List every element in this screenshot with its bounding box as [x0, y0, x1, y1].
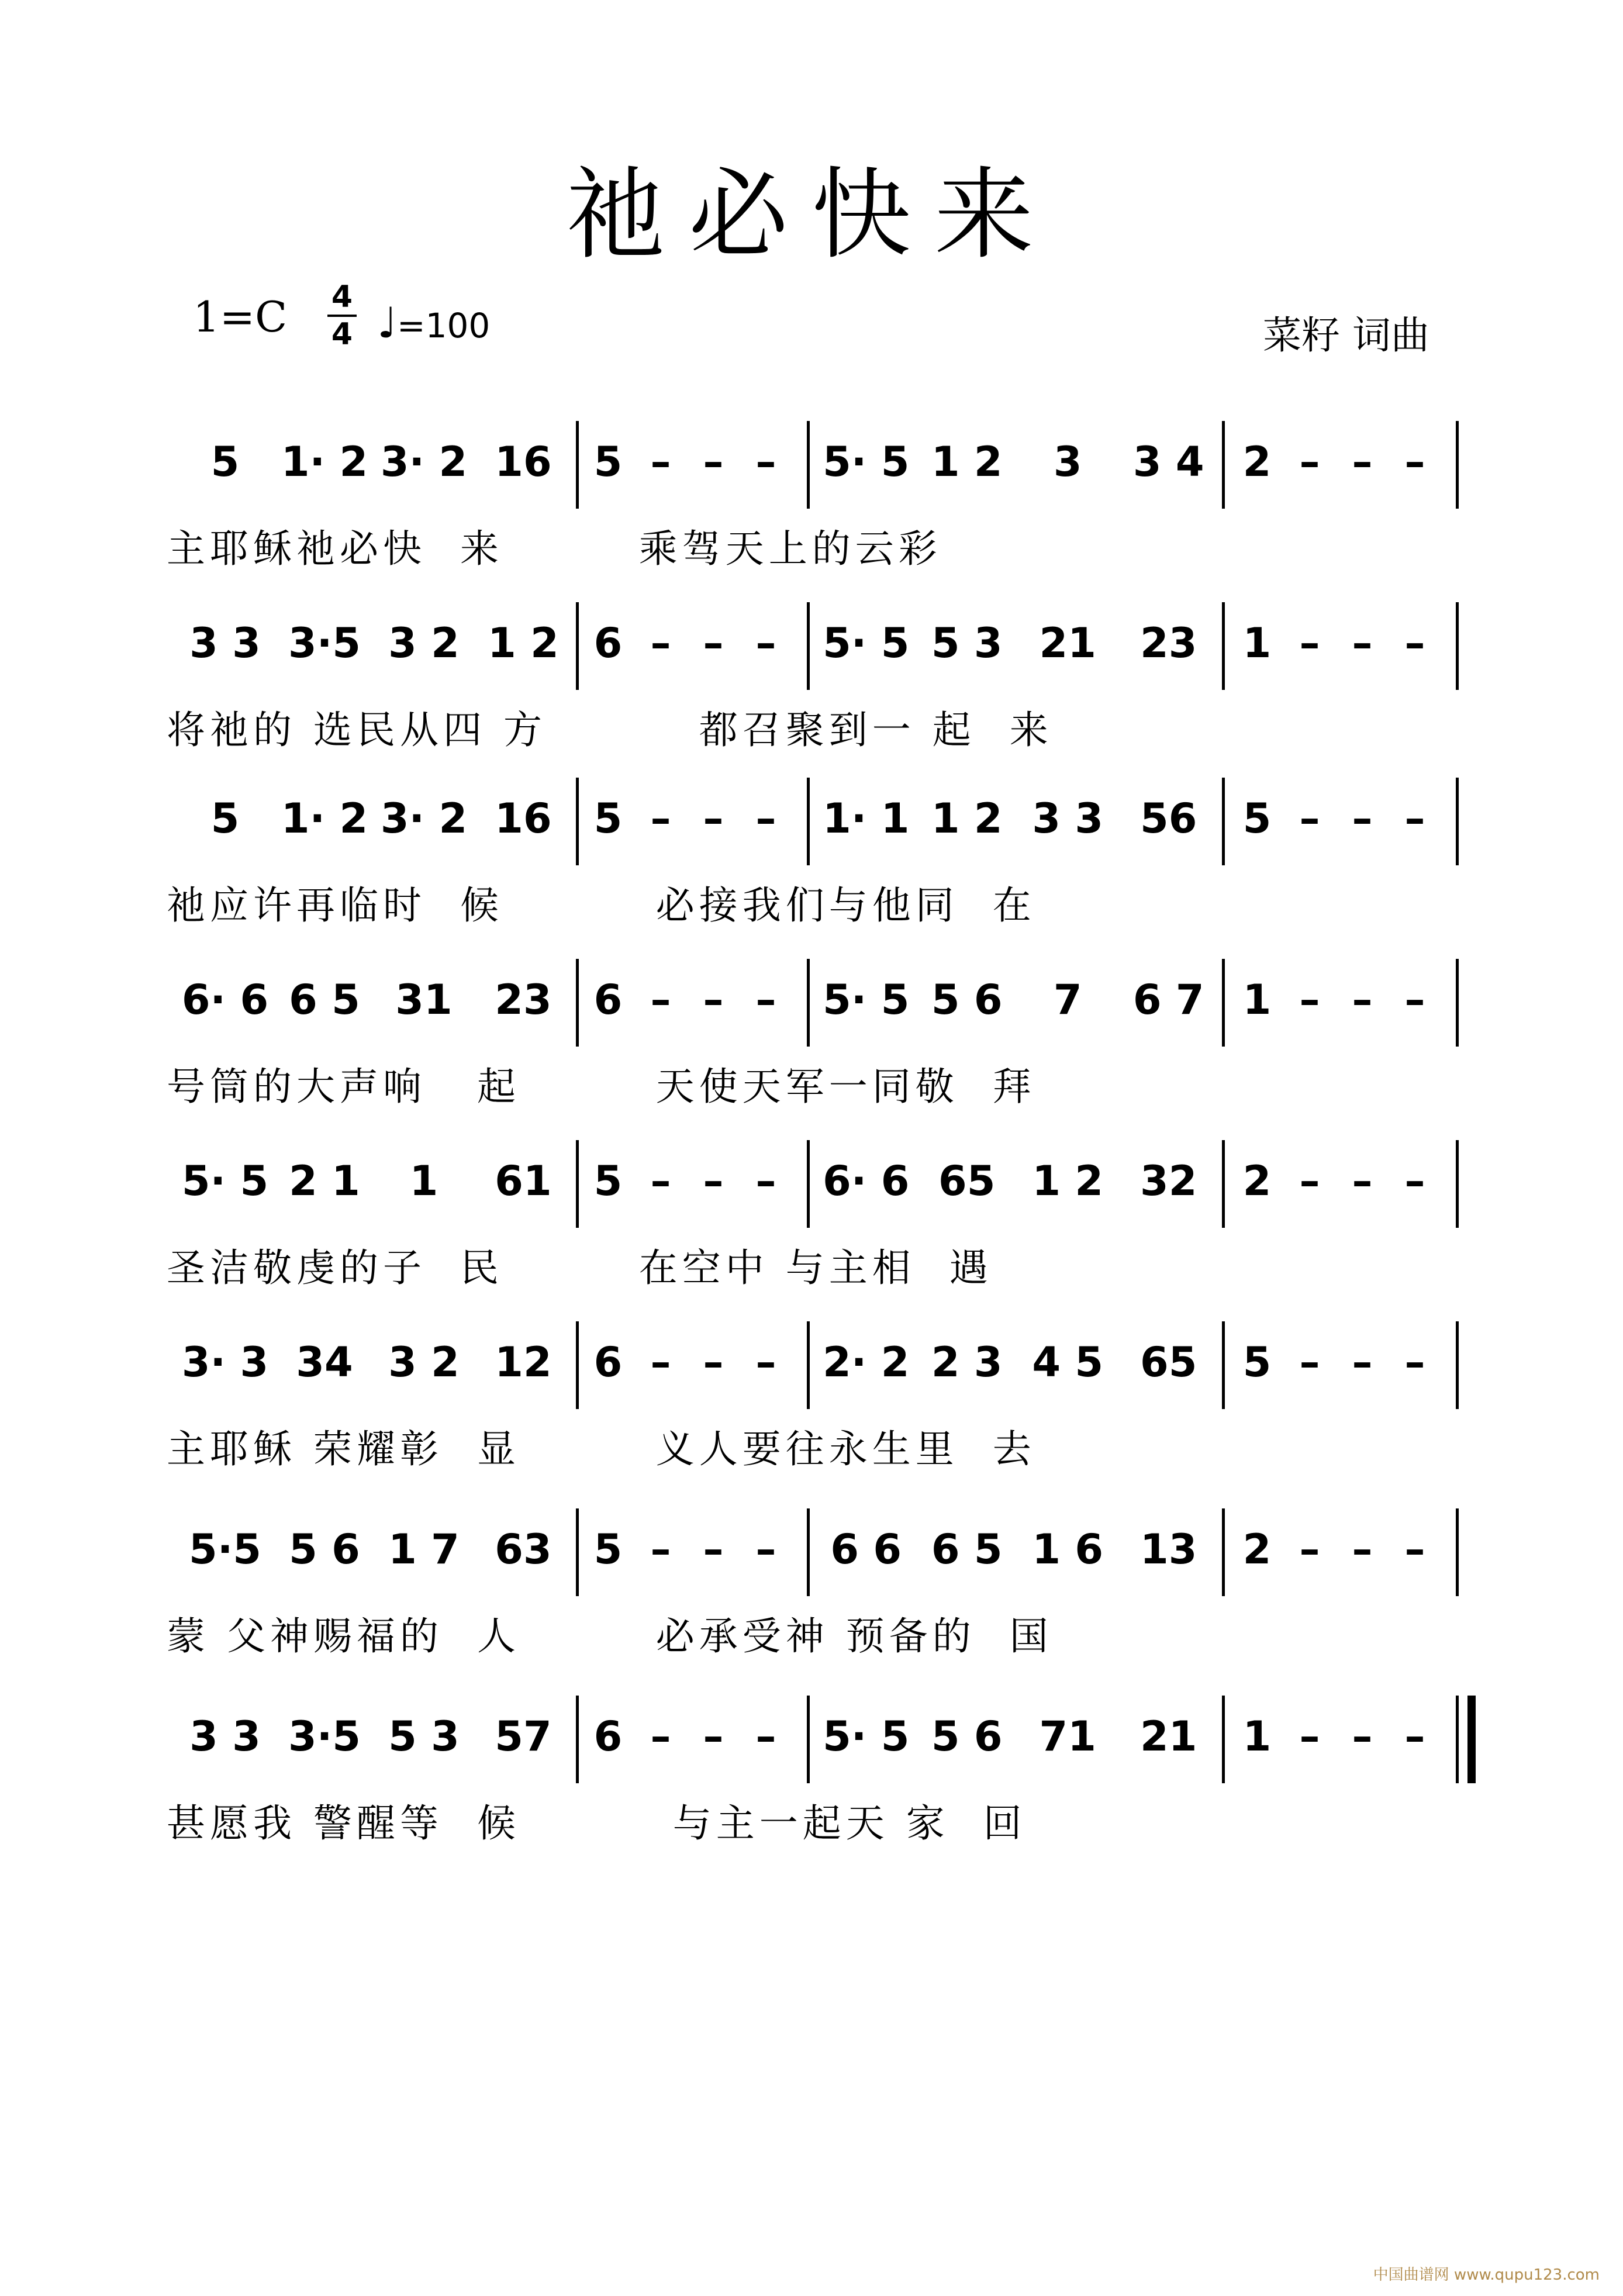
- note-group: 32: [1140, 1157, 1197, 1205]
- barline: [576, 602, 579, 690]
- dash-extension: –: [1352, 1338, 1373, 1386]
- dash-extension: –: [1404, 976, 1425, 1024]
- note-group: 6 5: [289, 976, 360, 1024]
- note-group: 5 6: [931, 976, 1003, 1024]
- note-group: 3 2: [388, 1338, 460, 1386]
- measure: [175, 1696, 573, 1777]
- barline: [807, 778, 810, 865]
- barline: [576, 959, 579, 1047]
- dash-extension: –: [1404, 1157, 1425, 1205]
- barline: [807, 1140, 810, 1228]
- measure: [175, 959, 573, 1041]
- note-group: 5 3: [931, 619, 1003, 667]
- final-barline: [1467, 1696, 1476, 1783]
- measure: [1231, 1140, 1441, 1222]
- measure: [1231, 602, 1441, 684]
- dash-extension: –: [703, 438, 724, 486]
- note-group: 5: [593, 1525, 623, 1573]
- note-group: 71: [1039, 1712, 1096, 1760]
- dash-extension: –: [650, 619, 671, 667]
- barline: [1456, 959, 1459, 1047]
- measure: [582, 1321, 792, 1403]
- note-group: 16: [495, 438, 552, 486]
- dash-extension: –: [1352, 1712, 1373, 1760]
- measure: [582, 421, 792, 503]
- note-group: 1· 2: [281, 795, 368, 843]
- measure: [816, 778, 1219, 859]
- dash-extension: –: [703, 619, 724, 667]
- note-group: 21: [1140, 1712, 1197, 1760]
- tempo-value: =100: [396, 306, 491, 346]
- measure: [1231, 1696, 1441, 1777]
- barline: [807, 959, 810, 1047]
- lyric-line: 号筒的大声响 起 天使天军一同敬 拜: [167, 1064, 1036, 1109]
- lyric-line: 主耶稣祂必快 来 乘驾天上的云彩: [167, 526, 942, 571]
- note-group: 3 3: [189, 1712, 261, 1760]
- note-group: 5· 5: [823, 976, 910, 1024]
- barline: [576, 1508, 579, 1596]
- measure: [816, 602, 1219, 684]
- measure: [1231, 959, 1441, 1041]
- note-group: 23: [1140, 619, 1197, 667]
- measure: [1231, 1321, 1441, 1403]
- dash-extension: –: [703, 795, 724, 843]
- barline: [807, 1508, 810, 1596]
- note-group: 1· 1: [823, 795, 910, 843]
- dash-extension: –: [1352, 795, 1373, 843]
- dash-extension: –: [1404, 795, 1425, 843]
- note-group: 5· 5: [823, 619, 910, 667]
- barline: [1222, 602, 1225, 690]
- note-group: 65: [938, 1157, 996, 1205]
- measure: [582, 959, 792, 1041]
- note-group: 1 6: [1032, 1525, 1104, 1573]
- measure: [175, 421, 573, 503]
- note-group: 57: [495, 1712, 552, 1760]
- note-group: 5: [210, 438, 240, 486]
- note-group: 5: [1242, 1338, 1272, 1386]
- note-group: 56: [1140, 795, 1197, 843]
- dash-extension: –: [1352, 438, 1373, 486]
- dash-extension: –: [755, 1157, 776, 1205]
- barline: [807, 1321, 810, 1409]
- dash-extension: –: [703, 1525, 724, 1573]
- measure: [582, 1696, 792, 1777]
- note-group: 1: [409, 1157, 438, 1205]
- dash-extension: –: [703, 1157, 724, 1205]
- score-line: [0, 1140, 1623, 1316]
- barline: [576, 421, 579, 509]
- note-group: 5· 5: [823, 1712, 910, 1760]
- dash-extension: –: [1299, 1338, 1320, 1386]
- lyric-line: 蒙 父神赐福的 人 必承受神 预备的 国: [167, 1614, 1053, 1659]
- dash-extension: –: [1404, 619, 1425, 667]
- measure: [175, 778, 573, 859]
- note-group: 6· 6: [823, 1157, 910, 1205]
- note-group: 3 3: [189, 619, 261, 667]
- note-group: 12: [495, 1338, 552, 1386]
- measure: [582, 602, 792, 684]
- barline: [1456, 602, 1459, 690]
- note-group: 2 1: [289, 1157, 360, 1205]
- note-group: 2: [1242, 1525, 1272, 1573]
- note-group: 4 5: [1032, 1338, 1104, 1386]
- dash-extension: –: [1404, 438, 1425, 486]
- dash-extension: –: [1299, 1157, 1320, 1205]
- note-group: 21: [1039, 619, 1096, 667]
- dash-extension: –: [1352, 976, 1373, 1024]
- note-group: 5·5: [188, 1525, 261, 1573]
- note-group: 5 3: [388, 1712, 460, 1760]
- note-group: 1 2: [488, 619, 559, 667]
- note-group: 1 2: [931, 438, 1003, 486]
- dash-extension: –: [650, 438, 671, 486]
- dash-extension: –: [1299, 1525, 1320, 1573]
- lyric-line: 祂应许再临时 候 必接我们与他同 在: [167, 883, 1036, 928]
- note-group: 5: [593, 438, 623, 486]
- dash-extension: –: [650, 1157, 671, 1205]
- score-line: [0, 1321, 1623, 1497]
- dash-extension: –: [1299, 438, 1320, 486]
- barline: [1456, 1696, 1459, 1783]
- measure: [816, 1140, 1219, 1222]
- measure: [175, 602, 573, 684]
- note-group: 2· 2: [823, 1338, 910, 1386]
- barline: [1222, 1696, 1225, 1783]
- note-group: 2: [1242, 1157, 1272, 1205]
- barline: [1456, 1321, 1459, 1409]
- barline: [1456, 421, 1459, 509]
- note-group: 61: [495, 1157, 552, 1205]
- barline: [576, 1140, 579, 1228]
- note-group: 5: [593, 795, 623, 843]
- measure: [1231, 1508, 1441, 1590]
- dash-extension: –: [1299, 976, 1320, 1024]
- score-line: [0, 778, 1623, 953]
- meter-bottom: 4: [331, 317, 353, 352]
- barline: [576, 1321, 579, 1409]
- note-group: 3·5: [288, 619, 361, 667]
- barline: [1456, 1140, 1459, 1228]
- composer-credit: 菜籽 词曲: [1263, 313, 1429, 358]
- note-group: 3· 2: [380, 438, 468, 486]
- note-group: 1 2: [931, 795, 1003, 843]
- barline: [807, 602, 810, 690]
- barline: [576, 778, 579, 865]
- lyric-line: 圣洁敬虔的子 民 在空中 与主相 遇: [167, 1245, 993, 1290]
- note-group: 5 6: [289, 1525, 360, 1573]
- dash-extension: –: [703, 1712, 724, 1760]
- note-group: 3· 3: [181, 1338, 269, 1386]
- barline: [1456, 1508, 1459, 1596]
- note-group: 65: [1140, 1338, 1197, 1386]
- dash-extension: –: [755, 438, 776, 486]
- dash-extension: –: [1299, 619, 1320, 667]
- barline: [1222, 959, 1225, 1047]
- measure: [582, 1140, 792, 1222]
- note-group: 3 4: [1132, 438, 1204, 486]
- score-title: 祂必快来: [565, 157, 1057, 273]
- note-group: 1: [1242, 619, 1272, 667]
- dash-extension: –: [650, 976, 671, 1024]
- note-group: 5· 5: [823, 438, 910, 486]
- note-group: 13: [1140, 1525, 1197, 1573]
- lyric-line: 主耶稣 荣耀彰 显 义人要往永生里 去: [167, 1427, 1036, 1472]
- dash-extension: –: [650, 1525, 671, 1573]
- measure: [1231, 421, 1441, 503]
- barline: [1456, 778, 1459, 865]
- time-signature: [327, 281, 357, 351]
- dash-extension: –: [755, 1525, 776, 1573]
- dash-extension: –: [755, 1338, 776, 1386]
- measure: [1231, 778, 1441, 859]
- barline: [1222, 1508, 1225, 1596]
- lyric-line: 将祂的 选民从四 方 都召聚到一 起 来: [167, 707, 1053, 752]
- measure: [175, 1321, 573, 1403]
- note-group: 6 5: [931, 1525, 1003, 1573]
- dash-extension: –: [703, 1338, 724, 1386]
- measure: [816, 1321, 1219, 1403]
- measure: [582, 1508, 792, 1590]
- note-group: 2: [1242, 438, 1272, 486]
- barline: [1222, 778, 1225, 865]
- measure: [816, 1696, 1219, 1777]
- note-group: 6: [593, 976, 623, 1024]
- note-group: 23: [495, 976, 552, 1024]
- score-line: [0, 602, 1623, 778]
- measure: [816, 421, 1219, 503]
- lyric-line: 甚愿我 警醒等 候 与主一起天 家 回: [167, 1801, 1027, 1846]
- note-group: 1 7: [388, 1525, 460, 1573]
- key-signature: 1=C: [193, 292, 288, 341]
- measure: [175, 1508, 573, 1590]
- note-group: 1 2: [1032, 1157, 1104, 1205]
- dash-extension: –: [703, 976, 724, 1024]
- note-group: 31: [395, 976, 453, 1024]
- note-group: 34: [296, 1338, 353, 1386]
- dash-extension: –: [1404, 1338, 1425, 1386]
- measure: [816, 959, 1219, 1041]
- dash-extension: –: [1299, 1712, 1320, 1760]
- dash-extension: –: [650, 1338, 671, 1386]
- note-group: 3· 2: [380, 795, 468, 843]
- quarter-note-icon: ♩: [377, 298, 397, 347]
- note-group: 6 7: [1132, 976, 1204, 1024]
- note-group: 5· 5: [181, 1157, 269, 1205]
- note-group: 6· 6: [181, 976, 269, 1024]
- note-group: 6: [593, 1712, 623, 1760]
- note-group: 5: [1242, 795, 1272, 843]
- dash-extension: –: [755, 619, 776, 667]
- score-line: [0, 421, 1623, 596]
- dash-extension: –: [755, 976, 776, 1024]
- measure: [816, 1508, 1219, 1590]
- note-group: 6: [593, 619, 623, 667]
- score-line: [0, 959, 1623, 1134]
- measure: [175, 1140, 573, 1222]
- barline: [1222, 421, 1225, 509]
- note-group: 5: [210, 795, 240, 843]
- note-group: 3 3: [1032, 795, 1104, 843]
- barline: [1222, 1140, 1225, 1228]
- note-group: 3·5: [288, 1712, 361, 1760]
- dash-extension: –: [1352, 1525, 1373, 1573]
- note-group: 5: [593, 1157, 623, 1205]
- dash-extension: –: [650, 1712, 671, 1760]
- barline: [807, 1696, 810, 1783]
- note-group: 1: [1242, 976, 1272, 1024]
- note-group: 2 3: [931, 1338, 1003, 1386]
- note-group: 3 2: [388, 619, 460, 667]
- barline: [1222, 1321, 1225, 1409]
- dash-extension: –: [1352, 619, 1373, 667]
- barline: [807, 421, 810, 509]
- note-group: 3: [1053, 438, 1082, 486]
- barline: [576, 1696, 579, 1783]
- meter-top: 4: [331, 279, 353, 315]
- note-group: 6 6: [830, 1525, 902, 1573]
- note-group: 7: [1053, 976, 1082, 1024]
- dash-extension: –: [755, 795, 776, 843]
- tempo-marking: [377, 298, 490, 347]
- dash-extension: –: [755, 1712, 776, 1760]
- note-group: 16: [495, 795, 552, 843]
- watermark: 中国曲谱网 www.qupu123.com: [1373, 2266, 1600, 2284]
- note-group: 5 6: [931, 1712, 1003, 1760]
- dash-extension: –: [650, 795, 671, 843]
- note-group: 1: [1242, 1712, 1272, 1760]
- dash-extension: –: [1404, 1525, 1425, 1573]
- dash-extension: –: [1299, 795, 1320, 843]
- score-line: [0, 1508, 1623, 1684]
- measure: [582, 778, 792, 859]
- score-line: [0, 1696, 1623, 1871]
- dash-extension: –: [1404, 1712, 1425, 1760]
- dash-extension: –: [1352, 1157, 1373, 1205]
- note-group: 63: [495, 1525, 552, 1573]
- note-group: 6: [593, 1338, 623, 1386]
- note-group: 1· 2: [281, 438, 368, 486]
